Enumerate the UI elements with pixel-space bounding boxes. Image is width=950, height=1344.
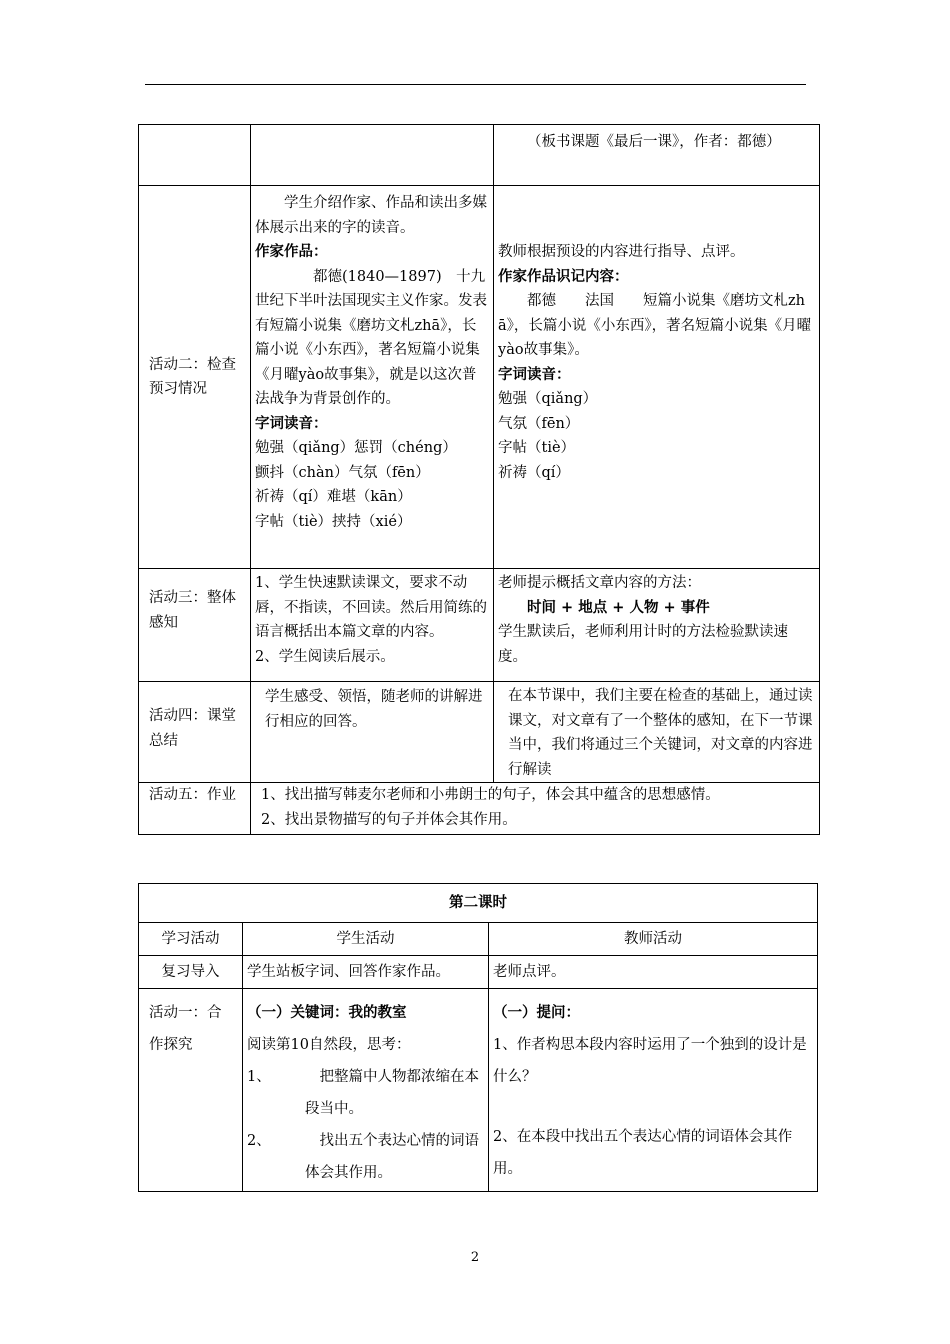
teacher-cell	[494, 125, 820, 186]
teacher-intro: 教师根据预设的内容进行指导、点评。	[498, 244, 745, 260]
pron-line: 颤抖（chàn）气氛（fēn）	[255, 464, 430, 481]
table-row	[139, 923, 818, 956]
student-cell	[243, 989, 489, 1192]
table-row	[139, 569, 820, 682]
pron-line: 祈祷（qí）难堪（kān）	[255, 489, 412, 505]
lesson-one-table	[138, 124, 820, 835]
pron-line: 气氛（fēn）	[498, 415, 580, 432]
activity-cell: 复习导入	[139, 956, 243, 989]
pron-line: 勉强（qiǎng）	[498, 391, 598, 407]
activity-cell: 活动一：合作探究	[139, 989, 243, 1192]
pron-line: 字帖（tiè）挟持（xié）	[255, 513, 412, 530]
keyword-heading: （一）关键词：我的教室	[247, 1004, 407, 1021]
works-text: 都德(1840—1897) 十九世纪下半叶法国现实主义作家。发表有短篇小说集《磨坊文札zhā》，长篇小说《小东西》，著名短篇小说集《月曜yào故事集》，就是以这次普法战争为背景创作的。	[255, 268, 487, 407]
student-cell: 学生感受、领悟，随老师的讲解进行相应的回答。	[251, 682, 494, 783]
activity-cell: 活动五：作业	[139, 783, 251, 835]
lesson-title: 第二课时	[139, 884, 818, 923]
teacher-cell	[494, 569, 820, 682]
reading-prompt: 阅读第10自然段，思考：	[247, 1037, 411, 1053]
teacher-question: 2、在本段中找出五个表达心情的词语体会其作用。	[493, 1129, 793, 1177]
pron-line: 祈祷（qí）	[498, 464, 570, 481]
activity-cell: 活动四：课堂总结	[139, 682, 251, 783]
lesson-two-table	[138, 883, 818, 1192]
item-text: 找出五个表达心情的词语体会其作用。	[305, 1133, 479, 1181]
student-cell	[251, 569, 494, 682]
table-row	[139, 682, 820, 783]
homework-item: 2、找出景物描写的句子并体会其作用。	[261, 811, 517, 828]
table-row	[139, 989, 818, 1192]
header-teacher: 教师活动	[489, 923, 818, 956]
works-text: 都德 法国 短篇小说集《磨坊文札zhā》，长篇小说《小东西》，著名短篇小说集《月曜yào故事集》。	[498, 293, 812, 358]
question-heading: （一）提问：	[493, 1004, 580, 1021]
works-heading: 作家作品：	[255, 243, 328, 260]
activity-cell	[139, 125, 251, 186]
item-number: 1、	[247, 1069, 271, 1085]
student-step: 2、学生阅读后展示。	[255, 648, 395, 665]
board-title-note: （板书课题《最后一课》，作者：都德）	[527, 134, 781, 150]
student-cell: 学生站板字词、回答作家作品。	[243, 956, 489, 989]
table-row	[139, 125, 820, 186]
teacher-cell: 在本节课中，我们主要在检查的基础上，通过读课文，对文章有了一个整体的感知，在下一节课当中，我们将通过三个关键词，对文章的内容进行解读	[494, 682, 820, 783]
teacher-cell	[494, 186, 820, 569]
summary-formula: 时间 + 地点 + 人物 + 事件	[527, 598, 710, 616]
teacher-note: 学生默读后，老师利用计时的方法检验默读速度。	[498, 624, 788, 665]
table-row	[139, 956, 818, 989]
list-item	[247, 1061, 484, 1125]
pron-heading: 字词读音：	[498, 365, 571, 383]
teacher-intro: 老师提示概括文章内容的方法：	[498, 575, 701, 591]
homework-cell	[251, 783, 820, 835]
student-intro: 学生介绍作家、作品和读出多媒体展示出来的字的读音。	[255, 195, 487, 236]
activity-cell: 活动二：检查预习情况	[139, 186, 251, 569]
activity-cell: 活动三：整体感知	[139, 569, 251, 682]
teacher-cell: 老师点评。	[489, 956, 818, 989]
student-step: 1、学生快速默读课文，要求不动唇，不指读，不回读。然后用简练的语言概括出本篇文章的内容。	[255, 575, 487, 640]
item-number: 2、	[247, 1133, 271, 1149]
pron-line: 字帖（tiè）	[498, 440, 576, 456]
page-number: 2	[470, 1250, 480, 1265]
item-text: 把整篇中人物都浓缩在本段当中。	[305, 1069, 479, 1117]
header-activity: 学习活动	[139, 923, 243, 956]
table-row	[139, 884, 818, 923]
homework-item: 1、找出描写韩麦尔老师和小弗朗士的句子，体会其中蕴含的思想感情。	[261, 787, 720, 803]
teacher-cell	[489, 989, 818, 1192]
header-rule	[145, 84, 806, 85]
list-item	[247, 1125, 484, 1189]
teacher-question: 1、作者构思本段内容时运用了一个独到的设计是什么？	[493, 1037, 807, 1085]
header-student: 学生活动	[243, 923, 489, 956]
pron-heading: 字词读音：	[255, 414, 328, 432]
table-row	[139, 186, 820, 569]
student-cell	[251, 125, 494, 186]
table-row	[139, 783, 820, 835]
works-heading: 作家作品识记内容：	[498, 267, 629, 285]
pron-line: 勉强（qiǎng）惩罚（chéng）	[255, 440, 457, 456]
student-cell	[251, 186, 494, 569]
